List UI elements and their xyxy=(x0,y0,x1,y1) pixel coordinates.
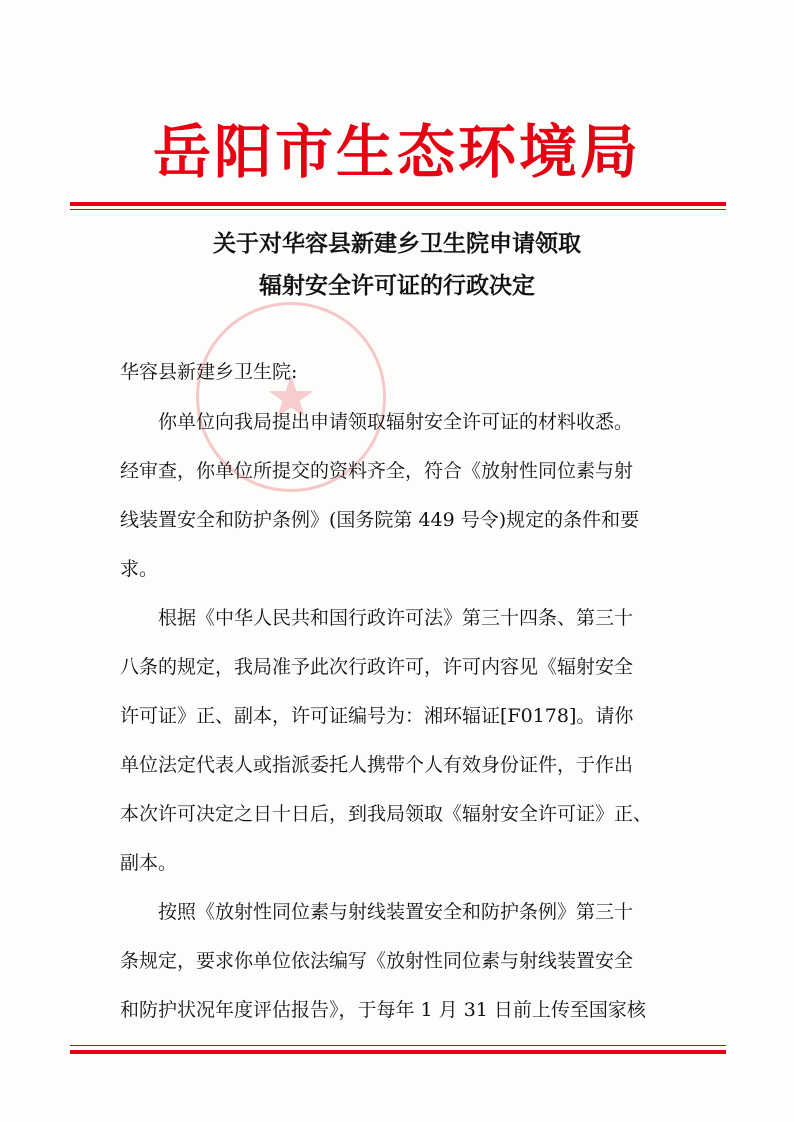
document-title-line-2: 辐射安全许可证的行政决定 xyxy=(259,272,535,299)
paragraph-3-line: 条规定，要求你单位依法编写《放射性同位素与射线装置安全 xyxy=(120,950,634,972)
header-red-rule-thin xyxy=(70,209,726,210)
paragraph-2-line: 单位法定代表人或指派委托人携带个人有效身份证件，于作出 xyxy=(120,754,634,776)
org-header-title: 岳阳市生态环境局 xyxy=(152,118,641,186)
footer-red-rule-thin xyxy=(70,1045,726,1046)
document-title-line-1: 关于对华容县新建乡卫生院申请领取 xyxy=(213,230,581,257)
paragraph-3-line: 和防护状况年度评估报告》，于每年 1 月 31 日前上传至国家核 xyxy=(120,999,646,1021)
addressee: 华容县新建乡卫生院: xyxy=(120,361,298,383)
paragraph-2-line: 许可证》正、副本，许可证编号为：湘环辐证[F0178]。请你 xyxy=(120,705,634,727)
paragraph-1-line: 求。 xyxy=(120,558,159,580)
paragraph-2-line: 副本。 xyxy=(120,852,178,874)
header-red-rule-thick xyxy=(70,202,726,206)
paragraph-1-line: 经审查，你单位所提交的资料齐全，符合《放射性同位素与射 xyxy=(120,460,634,482)
seal-star-icon: ★ xyxy=(265,363,317,431)
paragraph-1-line: 你单位向我局提出申请领取辐射安全许可证的材料收悉。 xyxy=(120,411,634,433)
paragraph-1-line: 线装置安全和防护条例》(国务院第 449 号令)规定的条件和要 xyxy=(120,509,640,531)
paragraph-2-line: 根据《中华人民共和国行政许可法》第三十四条、第三十 xyxy=(120,607,634,629)
paragraph-3-line: 按照《放射性同位素与射线装置安全和防护条例》第三十 xyxy=(120,901,634,923)
paragraph-2-line: 八条的规定，我局准予此次行政许可，许可内容见《辐射安全 xyxy=(120,656,634,678)
paragraph-2-line: 本次许可决定之日十日后，到我局领取《辐射安全许可证》正、 xyxy=(120,803,653,825)
footer-red-rule-thick xyxy=(70,1050,726,1054)
